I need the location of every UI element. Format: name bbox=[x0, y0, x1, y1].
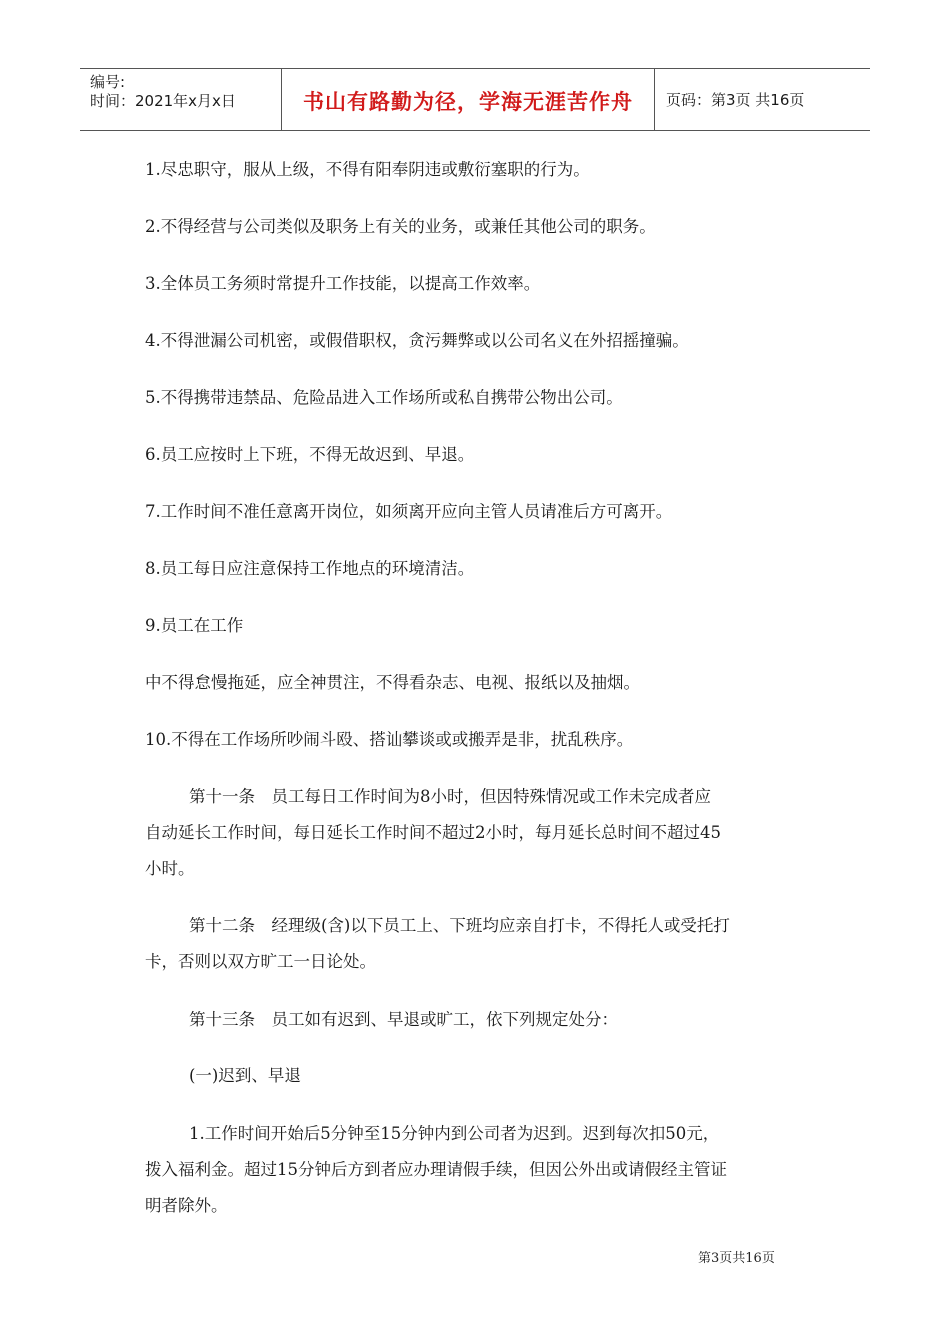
header-meta bbox=[90, 73, 280, 111]
header-motto: 书山有路勤为径，学海无涯苦作舟 bbox=[303, 90, 633, 114]
section-item-1-line-3: 明者除外。 bbox=[145, 1196, 228, 1215]
article-13-line-1: 第十三条 员工如有迟到、早退或旷工，依下列规定处分： bbox=[189, 1010, 618, 1029]
rule-item-10: 10.不得在工作场所吵闹斗殴、搭讪攀谈或或搬弄是非，扰乱秩序。 bbox=[145, 730, 634, 749]
article-11-line-3: 小时。 bbox=[145, 859, 195, 878]
rule-item-2: 2.不得经营与公司类似及职务上有关的业务，或兼任其他公司的职务。 bbox=[145, 217, 656, 236]
rule-item-9-continued: 中不得怠慢拖延，应全神贯注，不得看杂志、电视、报纸以及抽烟。 bbox=[145, 673, 640, 692]
section-title-lateness: (一)迟到、早退 bbox=[189, 1066, 301, 1085]
rule-item-9: 9.员工在工作 bbox=[145, 616, 244, 635]
article-11-line-2: 自动延长工作时间，每日延长工作时间不超过2小时，每月延长总时间不超过45 bbox=[145, 823, 721, 842]
rule-item-3: 3.全体员工务须时常提升工作技能，以提高工作效率。 bbox=[145, 274, 541, 293]
header-divider bbox=[654, 69, 655, 130]
rule-item-5: 5.不得携带违禁品、危险品进入工作场所或私自携带公物出公司。 bbox=[145, 388, 623, 407]
page-header bbox=[80, 68, 870, 131]
document-number-label: 编号: bbox=[90, 73, 126, 91]
rule-item-7: 7.工作时间不准任意离开岗位，如须离开应向主管人员请准后方可离开。 bbox=[145, 502, 673, 521]
article-11-line-1: 第十一条 员工每日工作时间为8小时，但因特殊情况或工作未完成者应 bbox=[189, 787, 711, 806]
document-date-label: 时间：2021年x月x日 bbox=[90, 92, 236, 110]
rule-item-4: 4.不得泄漏公司机密，或假借职权，贪污舞弊或以公司名义在外招摇撞骗。 bbox=[145, 331, 689, 350]
page-footer-number: 第3页共16页 bbox=[698, 1251, 775, 1266]
rule-item-8: 8.员工每日应注意保持工作地点的环境清洁。 bbox=[145, 559, 475, 578]
rule-item-1: 1.尽忠职守，服从上级，不得有阳奉阴违或敷衍塞职的行为。 bbox=[145, 160, 590, 179]
article-12-line-1: 第十二条 经理级(含)以下员工上、下班均应亲自打卡，不得托人或受托打 bbox=[189, 916, 730, 935]
section-item-1-line-2: 拨入福利金。超过15分钟后方到者应办理请假手续，但因公外出或请假经主管证 bbox=[145, 1160, 727, 1179]
header-page-number: 页码：第3页 共16页 bbox=[666, 91, 805, 109]
rule-item-6: 6.员工应按时上下班，不得无故迟到、早退。 bbox=[145, 445, 475, 464]
article-12-line-2: 卡，否则以双方旷工一日论处。 bbox=[145, 952, 376, 971]
section-item-1-line-1: 1.工作时间开始后5分钟至15分钟内到公司者为迟到。迟到每次扣50元， bbox=[189, 1124, 720, 1143]
